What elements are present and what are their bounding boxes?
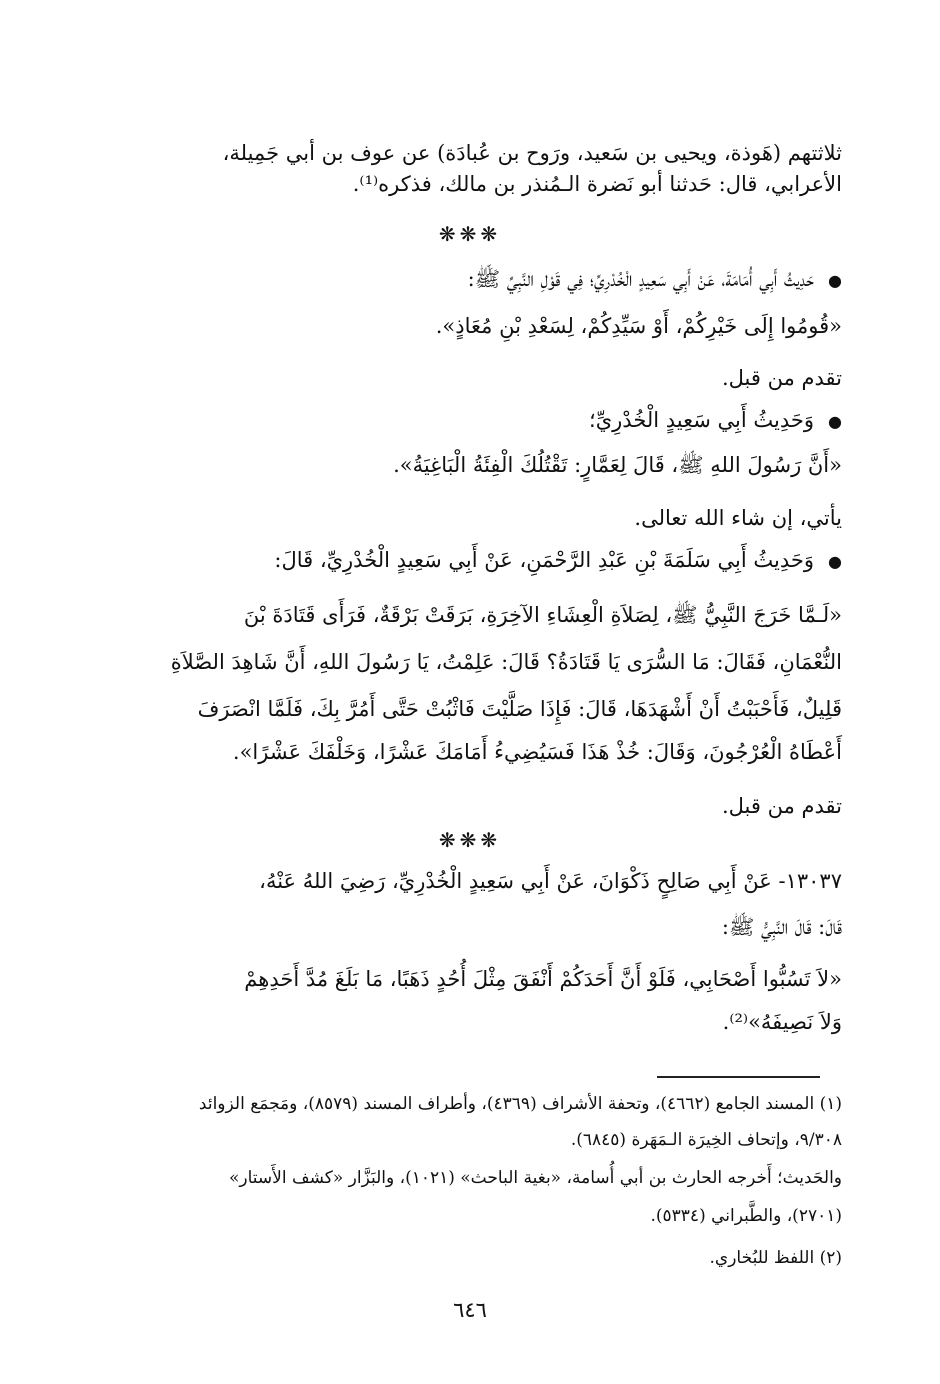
- hadith-line-1: ١٣٠٣٧- عَنْ أَبِي صَالِحٍ ذَكْوَانَ، عَنْ أَبِي سَعِيدٍ الْخُدْرِيِّ، رَضِيَ اللهُ عَنْهُ،: [259, 869, 842, 893]
- hadith-line-2: قَالَ: قَالَ النَّبِيُّ ﷺ:: [721, 915, 842, 939]
- footnote-1-line-3: والحَديث؛ أَخرجه الحارث بن أبي أُسامة، «بغية الباحث» (١٠٢١)، والبَزَّار «كشف الأَستار»: [228, 1168, 842, 1188]
- bullet-icon: ●: [828, 552, 842, 571]
- hadith-line-4: وَلاَ نَصِيفَهُ»⁽²⁾.: [722, 1010, 842, 1034]
- intro-line-2: الأعرابي، قال: حَدثنا أبو نَضرة الـمُنذر بن مالك، فذكره⁽¹⁾.: [352, 172, 842, 196]
- block1-note: تقدم من قبل.: [721, 366, 842, 390]
- hadith-line-3: «لاَ تَسُبُّوا أَصْحَابِي، فَلَوْ أَنَّ أَحَدَكُمْ أَنْفَقَ مِثْلَ أُحُدٍ ذَهَبًا، مَا بَلَغَ مُدَّ أَحَدِهِمْ: [244, 967, 842, 991]
- block2-quote: «أَنَّ رَسُولَ اللهِ ﷺ، قَالَ لِعَمَّارٍ: تَقْتُلُكَ الْفِئَةُ الْبَاغِيَةُ».: [393, 453, 842, 477]
- footnote-1-line-4: (٢٧٠١)، والطَّبراني (٥٣٣٤).: [650, 1206, 842, 1226]
- footnote-2: (٢) اللفظ للبُخاري.: [709, 1248, 842, 1268]
- block3-line-2: النُّعْمَانِ، فَقَالَ: مَا السُّرَى يَا قَتَادَةُ؟ قَالَ: عَلِمْتُ، يَا رَسُولَ اللهِ، أَنَّ شَاهِدَ الصَّلاَةِ: [170, 650, 842, 674]
- footnote-1-line-1: (١) المسند الجامع (٤٦٦٢)، وتحفة الأشراف (٤٣٦٩)، وأطراف المسند (٨٥٧٩)، ومَجمَع الزوائد: [198, 1094, 842, 1114]
- block3-heading: [274, 548, 842, 572]
- block3-head-text: وَحَدِيثُ أَبِي سَلَمَةَ بْنِ عَبْدِ الرَّحْمَنِ، عَنْ أَبِي سَعِيدٍ الْخُدْرِيِّ، قَالَ:: [274, 548, 815, 572]
- block2-note: يأتي، إن شاء الله تعالى.: [634, 506, 842, 530]
- page-number: ٦٤٦: [453, 1298, 487, 1322]
- intro-line-1: ثلاثتهم (هَوذة، ويحيى بن سَعيد، ورَوح بن عُبادَة) عن عوف بن أبي جَمِيلة،: [222, 141, 842, 165]
- bullet-icon: ●: [828, 271, 842, 290]
- hadith-quote: [80, 956, 842, 1003]
- section-separator: ❋❋❋: [438, 222, 502, 246]
- block2-heading: [589, 408, 842, 432]
- bullet-icon: ●: [828, 412, 842, 431]
- footnote-1-line-2: ٩/٣٠٨، وإتحاف الخِيرَة الـمَهَرة (٦٨٤٥).: [570, 1130, 842, 1150]
- footnote-divider: [657, 1076, 820, 1078]
- section-separator-2: ❋❋❋: [438, 828, 502, 852]
- block2-head-text: وَحَدِيثُ أَبِي سَعِيدٍ الْخُدْرِيِّ؛: [589, 408, 815, 432]
- block1-head-text: حَدِيثُ أَبِي أُمَامَةَ، عَنْ أَبِي سَعِيدٍ الْخُدْرِيِّ؛ فِي قَوْلِ النَّبِيِّ ﷺ:: [467, 267, 815, 291]
- block1-heading: [468, 266, 842, 297]
- block1-quote: «قُومُوا إِلَى خَيْرِكُمْ، أَوْ سَيِّدِكُمْ، لِسَعْدِ بْنِ مُعَاذٍ».: [435, 314, 842, 338]
- hadith-13037: [80, 858, 842, 905]
- block3-line-3: قَلِيلٌ، فَأَحْبَبْتُ أَنْ أَشْهَدَهَا، قَالَ: فَإِذَا صَلَّيْتَ فَاثْبُتْ حَتَّى أَمُرَّ بِكَ، فَلَمَّا انْصَرَفَ: [197, 697, 842, 721]
- block3-line-1: «لَـمَّا خَرَجَ النَّبِيُّ ﷺ، لِصَلاَةِ الْعِشَاءِ الآخِرَةِ، بَرَقَتْ بَرْقَةٌ، فَرَأَى قَتَادَةَ بْنَ: [243, 603, 842, 627]
- intro-paragraph: [80, 130, 842, 177]
- block3-quote: [80, 592, 842, 733]
- block3-line-4: أَعْطَاهُ الْعُرْجُونَ، وَقَالَ: خُذْ هَذَا فَسَيُضِيءُ أَمَامَكَ عَشْرًا، وَخَلْفَكَ عَشْرًا».: [232, 740, 842, 764]
- block3-note: تقدم من قبل.: [721, 794, 842, 818]
